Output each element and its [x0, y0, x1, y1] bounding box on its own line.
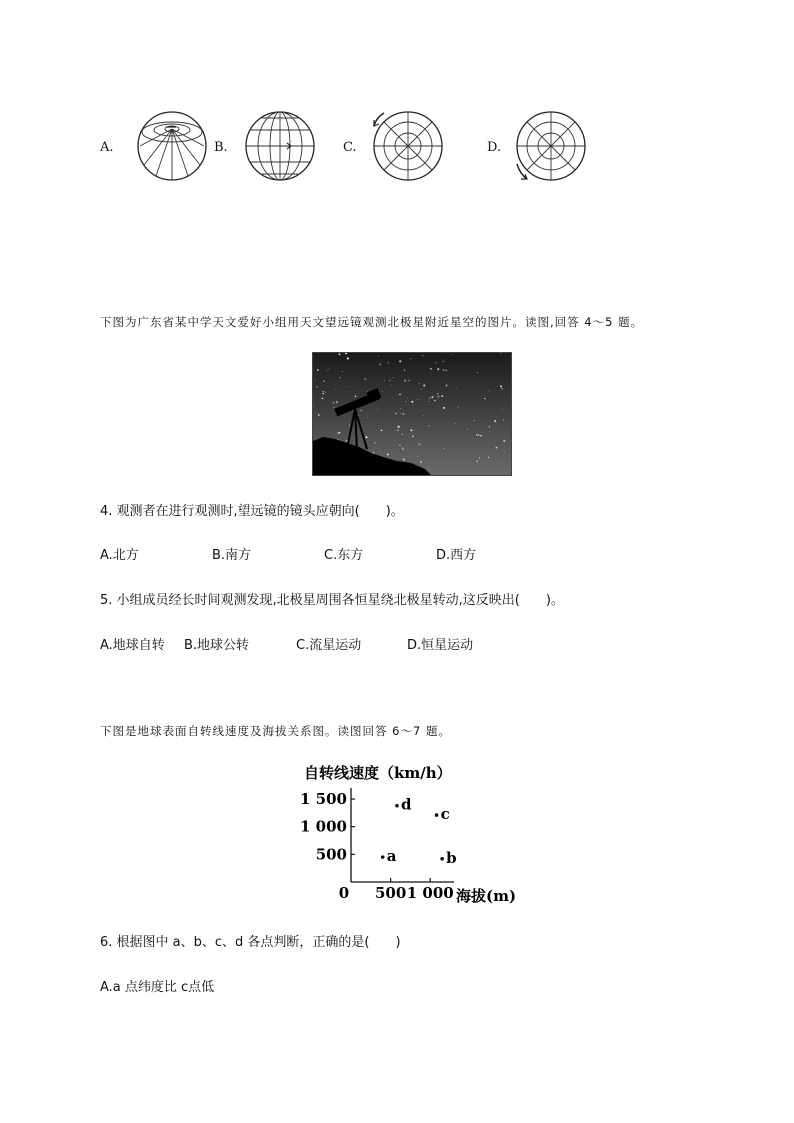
star-dot — [402, 434, 403, 435]
chart-point-label-d: d — [400, 795, 412, 814]
globe-b-graticule — [244, 110, 316, 182]
star-dot — [404, 380, 406, 382]
rotation-speed-altitude-chart — [296, 756, 536, 912]
star-dot — [399, 360, 401, 362]
star-dot — [467, 429, 468, 430]
star-dot — [323, 393, 324, 394]
star-dot — [437, 393, 438, 394]
star-dot — [441, 395, 443, 397]
star-dot — [429, 398, 430, 399]
chart-y-tick-label: 1 000 — [300, 817, 347, 836]
star-dot — [503, 409, 504, 410]
star-dot — [494, 420, 496, 422]
star-dot — [400, 413, 401, 414]
star-dot — [501, 388, 502, 389]
star-dot — [417, 456, 418, 457]
star-dot — [399, 394, 400, 395]
star-dot — [352, 410, 353, 411]
star-dot — [488, 457, 489, 458]
intro-q6-7: 下图是地球表面自转线速度及海拔关系图。读图回答 6～7 题。 — [100, 724, 451, 738]
chart-x-tick-label: 1 000 — [406, 884, 454, 902]
chart-y-axis-label: 自转线速度（km/h） — [304, 764, 452, 782]
star-dot — [411, 429, 413, 431]
star-dot — [430, 368, 432, 370]
star-dot — [393, 377, 394, 378]
chart-y-tick-label: 1 500 — [300, 790, 347, 809]
chart-point-label-c: c — [440, 805, 450, 824]
star-dot — [323, 391, 324, 392]
star-dot — [355, 395, 357, 397]
star-dot — [421, 389, 422, 390]
q5-option-a[interactable]: A.地球自转 — [100, 638, 165, 653]
star-dot — [336, 401, 338, 403]
star-dot — [418, 443, 420, 445]
star-dot — [484, 398, 485, 399]
star-dot — [317, 369, 319, 371]
star-dot — [367, 417, 368, 418]
star-dot — [438, 396, 440, 398]
star-dot — [364, 378, 366, 380]
star-dot — [476, 434, 477, 435]
q5-option-b[interactable]: B.地球公转 — [184, 638, 250, 653]
star-dot — [335, 389, 336, 390]
q4-option-b[interactable]: B.南方 — [212, 548, 252, 563]
star-dot — [420, 461, 422, 463]
star-dot — [479, 457, 480, 458]
intro-q4-5: 下图为广东省某中学天文爱好小组用天文望远镜观测北极星附近星空的图片。读图,回答 4～5 题。 — [100, 315, 644, 329]
chart-point-label-a: a — [386, 847, 397, 866]
q4-option-a[interactable]: A.北方 — [100, 548, 139, 563]
star-dot — [452, 354, 453, 355]
star-dot — [503, 419, 504, 420]
star-dot — [445, 370, 447, 372]
star-dot — [349, 425, 350, 426]
question-4-stem: 4. 观测者在进行观测时,望远镜的镜头应朝向( )。 — [100, 504, 404, 519]
chart-x-tick-label: 500 — [374, 884, 407, 902]
star-dot — [378, 409, 379, 410]
star-dot — [422, 355, 423, 356]
star-dot — [443, 369, 445, 371]
star-dot — [339, 377, 340, 378]
globe-d-polar — [515, 110, 587, 182]
star-dot — [476, 460, 478, 462]
star-dot — [480, 435, 482, 437]
star-dot — [429, 401, 430, 402]
chart-point-d — [395, 804, 399, 808]
star-dot — [419, 383, 420, 384]
star-dot — [334, 407, 335, 408]
star-dot — [410, 414, 411, 415]
star-dot — [327, 370, 328, 371]
star-dot — [366, 436, 368, 438]
star-dot — [489, 426, 490, 427]
star-dot — [404, 370, 405, 371]
star-dot — [318, 414, 320, 416]
star-dot — [346, 357, 347, 358]
star-dot — [477, 372, 478, 373]
star-dot — [474, 420, 475, 421]
star-dot — [435, 364, 436, 365]
star-dot — [405, 401, 406, 402]
star-dot — [433, 395, 434, 396]
question-6-stem: 6. 根据图中 a、b、c、d 各点判断，正确的是( ) — [100, 935, 401, 950]
star-dot — [431, 396, 433, 398]
star-dot — [329, 368, 330, 369]
star-dot — [423, 415, 424, 416]
star-dot — [423, 385, 425, 387]
star-dot — [417, 399, 418, 400]
q5-option-d[interactable]: D.恒星运动 — [407, 638, 474, 653]
star-dot — [472, 398, 473, 399]
star-dot — [315, 380, 316, 381]
globe-c-polar — [372, 110, 444, 182]
star-dot — [398, 426, 400, 428]
star-dot — [500, 385, 502, 387]
star-dot — [379, 364, 381, 366]
q4-option-c[interactable]: C.东方 — [324, 548, 364, 563]
star-dot — [342, 371, 343, 372]
star-dot — [402, 413, 404, 415]
star-dot — [388, 362, 389, 363]
chart-x-axis-label: 海拔(m) — [456, 887, 517, 905]
star-dot — [456, 388, 457, 389]
star-dot — [360, 410, 362, 412]
star-dot — [412, 436, 414, 438]
star-dot — [490, 415, 491, 416]
star-dot — [403, 448, 405, 450]
q4-option-d[interactable]: D.西方 — [436, 548, 477, 563]
star-dot — [391, 384, 392, 385]
star-dot — [401, 447, 402, 448]
star-dot — [374, 442, 375, 443]
star-dot — [350, 386, 351, 387]
star-dot — [387, 454, 389, 456]
star-dot — [443, 448, 444, 449]
chart-point-b — [440, 857, 444, 861]
q6-option-a[interactable]: A.a 点纬度比 c点低 — [100, 980, 215, 995]
star-dot — [389, 380, 390, 381]
star-dot — [378, 356, 379, 357]
chart-y-tick-label: 500 — [315, 845, 347, 864]
star-dot — [381, 430, 383, 432]
star-dot — [454, 423, 455, 424]
option-b-label[interactable]: B. — [214, 140, 228, 155]
star-dot — [503, 440, 505, 442]
star-dot — [436, 362, 437, 363]
star-dot — [332, 402, 334, 404]
star-dot — [408, 380, 409, 381]
star-dot — [322, 397, 324, 399]
q5-option-c[interactable]: C.流星运动 — [296, 638, 362, 653]
chart-origin-label: 0 — [338, 884, 350, 902]
star-dot — [399, 445, 400, 446]
option-d-label[interactable]: D. — [487, 140, 502, 155]
star-dot — [407, 398, 408, 399]
star-dot — [339, 432, 341, 434]
chart-point-a — [381, 855, 385, 859]
star-dot — [400, 408, 401, 409]
star-dot — [496, 447, 498, 449]
star-dot — [316, 386, 318, 388]
option-a-label[interactable]: A. — [100, 140, 114, 155]
star-dot — [411, 401, 413, 403]
star-dot — [325, 392, 326, 393]
star-dot — [437, 368, 439, 370]
star-dot — [382, 391, 383, 392]
star-dot — [347, 357, 349, 359]
star-dot — [478, 434, 480, 436]
chart-point-c — [435, 813, 439, 817]
star-dot — [446, 385, 448, 387]
star-dot — [434, 400, 435, 401]
option-c-label[interactable]: C. — [343, 140, 357, 155]
telescope-silhouette-image — [313, 353, 511, 475]
star-dot — [395, 413, 397, 415]
chart-point-label-b: b — [446, 848, 457, 867]
star-dot — [504, 451, 505, 452]
star-dot — [381, 422, 382, 423]
star-dot — [428, 425, 429, 426]
star-dot — [373, 452, 375, 454]
star-dot — [443, 361, 444, 362]
star-dot — [384, 380, 385, 381]
star-dot — [410, 358, 411, 359]
star-dot — [324, 381, 325, 382]
star-dot — [469, 368, 470, 369]
star-sky-telescope-image — [312, 352, 512, 476]
star-dot — [403, 458, 405, 460]
star-dot — [443, 407, 445, 409]
star-dot — [488, 390, 489, 391]
star-dot — [458, 407, 459, 408]
star-dot — [442, 353, 443, 354]
globe-a-polar-view — [136, 110, 208, 182]
star-dot — [397, 429, 399, 431]
star-dot — [339, 354, 341, 356]
question-5-stem: 5. 小组成员经长时间观测发现,北极星周围各恒星绕北极星转动,这反映出( )。 — [100, 593, 564, 608]
star-dot — [346, 440, 348, 442]
